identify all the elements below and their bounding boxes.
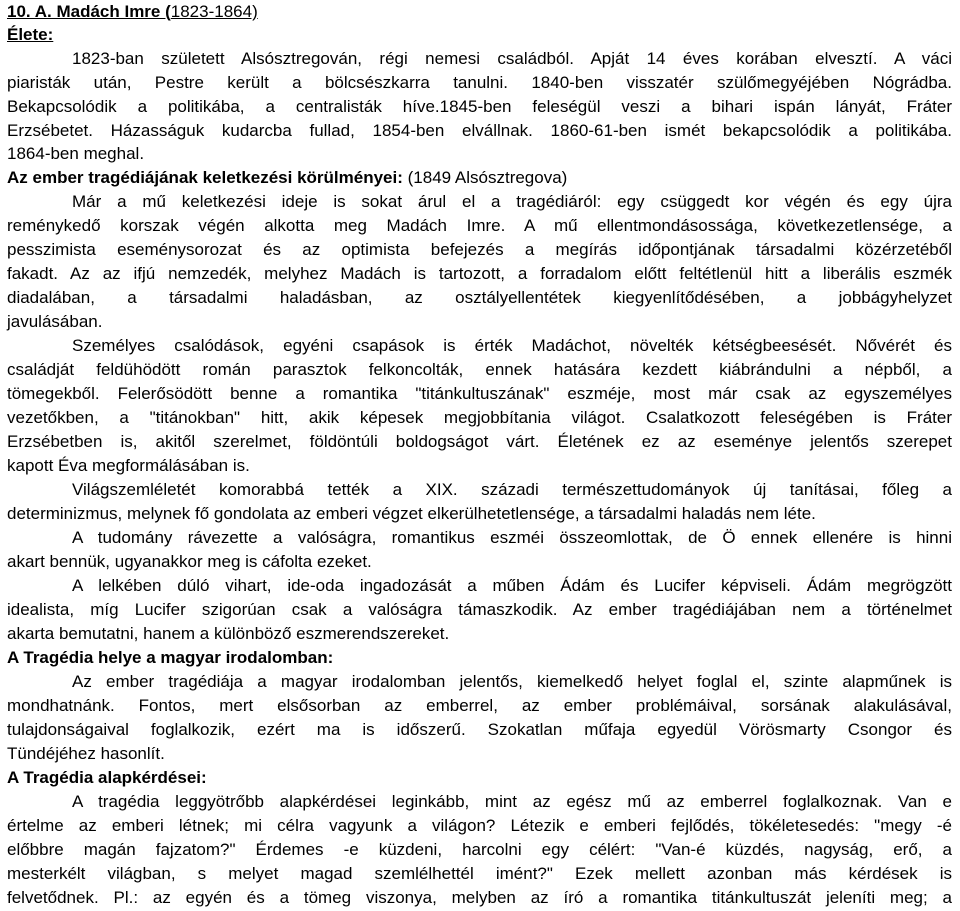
origin-p1-line: pesszimista eseménysorozat és az optimista befejezés a megírás időpontjának társadalmi közérzetéből — [7, 240, 952, 259]
life-heading: Élete: — [7, 25, 54, 44]
origin-p2-line: kapott Éva megformálásában is. — [7, 456, 250, 475]
questions-line: előbbre magán fajzatom?" Érdemes -e küzdeni, harcolni egy célért: "Van-é küzdés, nagyság, erő, a — [7, 840, 952, 859]
origin-p3-line: determinizmus, melynek fő gondolata az emberi végzet elkerülhetetlensége, a társadalmi haladás nem léte. — [7, 504, 816, 523]
place-line: mondhatnánk. Fontos, mert elsősorban az emberrel, az ember problémáival, sorsának alakulásával, — [7, 696, 952, 715]
origin-p5-line: akarta bemutatni, hanem a különböző eszmerendszereket. — [7, 624, 450, 643]
place-line: tulajdonságaival foglalkozik, ezért ma is időszerű. Szokatlan műfaja egyedül Vörösmarty Csongor és — [7, 720, 952, 739]
origin-heading: Az ember tragédiájának keletkezési körülményei: — [7, 168, 403, 187]
questions-line: A tragédia leggyötrőbb alapkérdései leginkább, mint az egész mű az emberrel foglalkoznak. Van e — [72, 792, 952, 811]
place-line: Az ember tragédiája a magyar irodalomban jelentős, kiemelkedő helyet foglal el, szinte alapműnek is — [72, 672, 952, 691]
origin-p1-line: fakadt. Az az ifjú nemzedék, melyhez Madách is tartozott, a forradalom előtt feltétlenül hitt a liberális eszmék — [7, 264, 952, 283]
life-line-3: Bekapcsolódik a politikába, a centralisták híve.1845-ben feleségül veszi a bihari ispán lányát, Fráter — [7, 97, 952, 116]
origin-p5-line: A lelkében dúló vihart, ide-oda ingadozását a műben Ádám és Lucifer képviseli. Ádám megrögzött — [72, 576, 952, 595]
origin-p1-line: Már a mű keletkezési ideje is sokat árul el a tragédiáról: egy csüggedt kor végén és egy újra — [72, 192, 952, 211]
origin-p4-line: akart bennük, ugyanakkor meg is cáfolta ezeket. — [7, 552, 372, 571]
origin-p2-line: Erzsébetben is, akitől szerelmet, földöntúli boldogságot várt. Életének ez az eseménye jelentős szerepet — [7, 432, 952, 451]
origin-p2-line: tömegekből. Felerősödött benne a romantika "titánkultuszának" eszméje, most már csak az egyszemélyes — [7, 384, 952, 403]
place-line: Tündéjéhez hasonlít. — [7, 744, 165, 763]
title-name: 10. A. Madách Imre ( — [7, 2, 171, 21]
life-line-1: 1823-ban született Alsósztregován, régi nemesi családból. Apját 14 éves korában elvesztí. A váci — [72, 49, 952, 68]
place-heading: A Tragédia helye a magyar irodalomban: — [7, 648, 334, 667]
questions-line: mesterkélt világban, s melyet magad szemlélhettél imént?" Ezek mellett azonban más kérdések is — [7, 864, 952, 883]
questions-line: értelme az emberi létnek; mi célra vagyunk a világon? Létezik e emberi fejlődés, tökéletesedés: "megy -é — [7, 816, 952, 835]
origin-p3-line: Világszemléletét komorabbá tették a XIX. századi természettudományok új tanításai, főleg a — [72, 480, 952, 499]
origin-heading-line — [7, 166, 952, 190]
origin-p2-line: Személyes csalódások, egyéni csapások is érték Madáchot, növelték kétségbeesését. Nővérét és — [72, 336, 952, 355]
document-title — [7, 0, 952, 24]
origin-p5-line: idealista, míg Lucifer szigorúan csak a valóságra támaszkodik. Az ember tragédiájában nem a történelmet — [7, 600, 952, 619]
questions-line: felvetődnek. Pl.: az egyén és a tömeg viszonya, melyben az író a romantika titánkultuszát jeleníti meg; a — [7, 888, 952, 907]
questions-heading: A Tragédia alapkérdései: — [7, 768, 207, 787]
title-years: 1823-1864) — [170, 2, 258, 21]
life-line-2: piaristák után, Pestre került a bölcsészkarra tanulni. 1840-ben visszatér szülőmegyéjében Nógrádba. — [7, 73, 952, 92]
origin-p2-line: vezetőkben, a "titánokban" hitt, akik képesek megjobbítania világot. Csalatkozott feleségében is Fráter — [7, 408, 952, 427]
origin-p2-line: családját feldühödött román parasztok felkoncolták, ennek hatására kezdett kiábrándulni a népből, a — [7, 360, 952, 379]
life-line-5: 1864-ben meghal. — [7, 144, 145, 163]
origin-p1-line: diadalában, a társadalmi haladásban, az osztályellentétek kiegyenlítődésében, a jobbágyhelyzet — [7, 288, 952, 307]
origin-p1-line: reménykedő korszak végén alkotta meg Madách Imre. A mű ellentmondásossága, következetlensége, a — [7, 216, 952, 235]
origin-heading-rest: (1849 Alsósztregova) — [402, 168, 568, 187]
origin-p1-line: javulásában. — [7, 312, 103, 331]
origin-p4-line: A tudomány rávezette a valóságra, romantikus eszméi összeomlottak, de Ö ennek ellenére is hinni — [72, 528, 952, 547]
life-line-4: Erzsébetet. Házasságuk kudarcba fullad, 1854-ben elvállnak. 1860-61-ben ismét bekapcsolódik a politikába. — [7, 121, 952, 140]
